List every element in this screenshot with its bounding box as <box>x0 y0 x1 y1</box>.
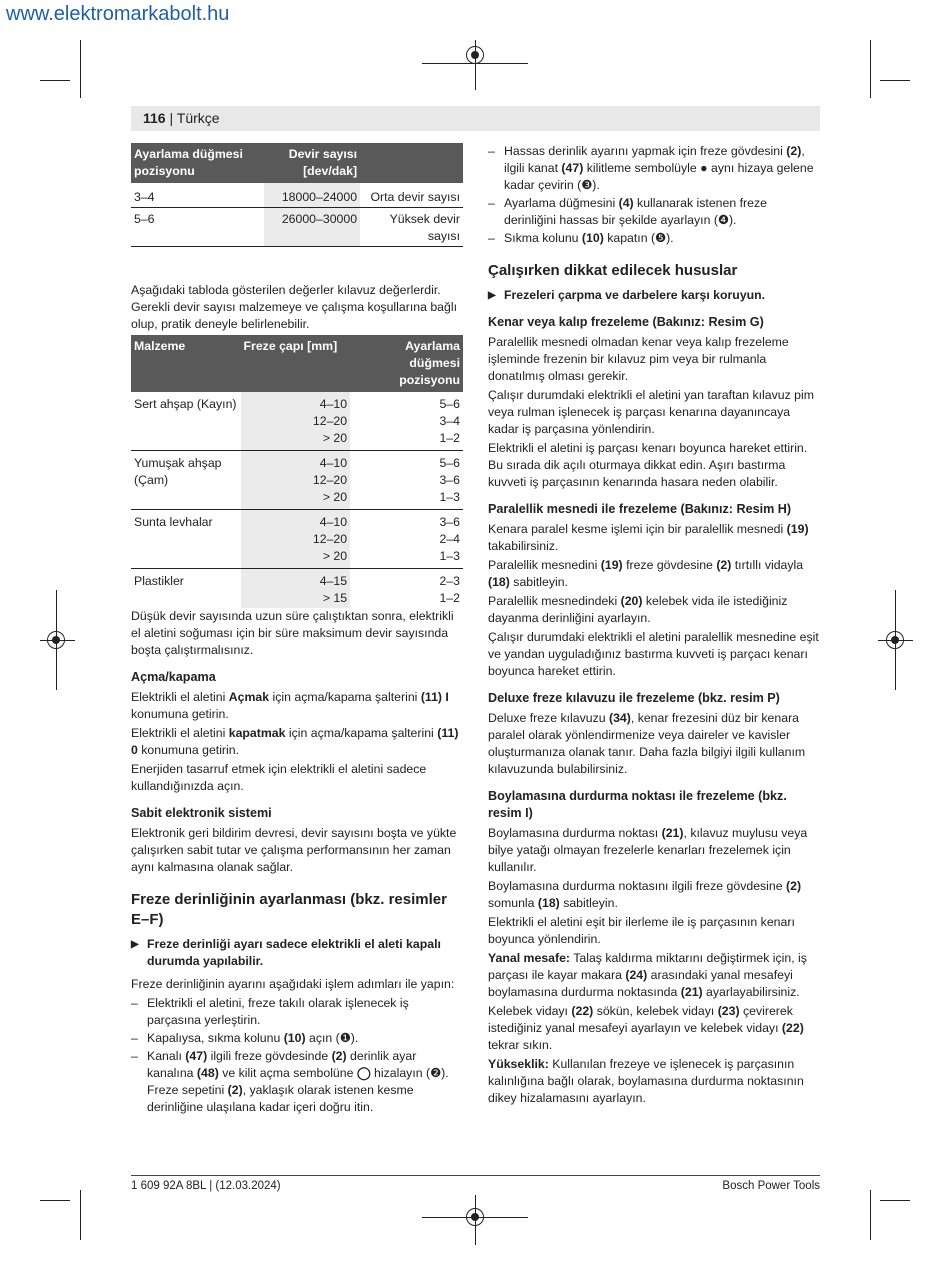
list-item: – Sıkma kolunu (10) kapatın (❺). <box>488 230 820 247</box>
stop-heading: Boylamasına durdurma noktası ile frezeleme (bkz. resim I) <box>488 789 787 820</box>
table-cell: 3–4 <box>131 183 264 208</box>
table-cell: Yumuşak ahşap (Çam) <box>131 451 241 510</box>
low-speed-paragraph: Düşük devir sayısında uzun süre çalıştıktan sonra, elektrikli el aletini soğuması için bir süre maksimum devir sayısında boşta çalıştırmalısınız. <box>131 609 454 657</box>
intro-paragraph: Aşağıdaki tabloda gösterilen değerler kılavuz değerlerdir. Gerekli devir sayısı malzemeye ve çalışma koşullarına bağlı olup, pratik deneyle belirlenebilir. <box>131 283 457 331</box>
brand-name: Bosch Power Tools <box>722 1180 820 1192</box>
paragraph: Elektrikli el aletini eşit bir ilerleme ile iş parçasının kenarı boyunca yönlendirin. <box>488 915 795 946</box>
table-cell: 4–10 12–20 > 20 <box>241 510 351 569</box>
table-cell: 4–15 > 15 <box>241 569 351 609</box>
right-column <box>488 143 820 1109</box>
registration-mark-icon <box>886 631 904 649</box>
switch-on-paragraph: Elektrikli el aletini Açmak için açma/kapama şalterini (11) I konumuna getirin. <box>131 690 449 721</box>
list-item: – Ayarlama düğmesini (4) kullanarak istenen freze derinliğini hassas bir şekilde ayarlayın (❹). <box>488 195 820 229</box>
paragraph: Paralellik mesnedini (19) freze gövdesine (2) tırtıllı vidayla (18) sabitleyin. <box>488 558 804 589</box>
page-footer <box>131 1175 820 1192</box>
table-cell: Sert ahşap (Kayın) <box>131 392 241 451</box>
table-cell: 4–10 12–20 > 20 <box>241 451 351 510</box>
table-header: Freze çapı [mm] <box>241 335 351 392</box>
electronics-heading: Sabit elektronik sistemi <box>131 806 272 820</box>
page-header: 116 | Türkçe <box>131 106 820 131</box>
crop-mark <box>80 40 81 98</box>
paragraph: Boylamasına durdurma noktası (21), kılavuz muylusu veya bilye yatağı olmayan frezelerle kenarları frezelemek için kullanılır. <box>488 826 808 874</box>
left-column-body <box>131 282 463 1117</box>
paragraph: Paralellik mesnedi olmadan kenar veya kalıp frezeleme işleminde frezenin bir kılavuz pim veya bir rulmanla donatılmış olması gerekir. <box>488 335 789 383</box>
page-number: 116 <box>143 110 166 126</box>
table-cell: 3–6 2–4 1–3 <box>350 510 463 569</box>
energy-paragraph: Enerjiden tasarruf etmek için elektrikli el aletini sadece kullandığınızda açın. <box>131 762 427 793</box>
list-item: – Kapalıysa, sıkma kolunu (10) açın (❶). <box>131 1030 463 1047</box>
list-item: – Kanalı (47) ilgili freze gövdesinde (2) derinlik ayar kanalına (48) ve kilit açma sembolüne ◯ hizalayın (❷). Freze sepetini (2), yaklaşık olarak istenen kesme derinliğine ulaşılana kadar içeri doğru itin. <box>131 1048 463 1116</box>
unlock-icon: ◯ <box>356 1066 371 1080</box>
paragraph: Paralellik mesnedindeki (20) kelebek vida ile istediğiniz dayanma derinliğini ayarlayın. <box>488 594 788 625</box>
crop-mark <box>40 1200 70 1201</box>
table-cell: 4–10 12–20 > 20 <box>241 392 351 451</box>
crop-mark <box>870 40 871 98</box>
crop-mark <box>80 1190 81 1240</box>
table-header: Malzeme <box>131 335 241 392</box>
depth-heading: Freze derinliğinin ayarlanması (bkz. resimler E–F) <box>131 891 447 928</box>
crop-mark <box>40 80 70 81</box>
table-cell: 5–6 <box>131 208 264 247</box>
paragraph: Çalışır durumdaki elektrikli el aletini paralellik mesnedine eşit ve yandan uyguladığınız bastırma kuvveti iş parçacı kenarı boyunca hareket ettirin. <box>488 630 819 678</box>
table-header: Ayarlama düğmesi pozisyonu <box>350 335 463 392</box>
list-item: – Hassas derinlik ayarını yapmak için freze gövdesini (2), ilgili kanat (47) kilitleme sembolüyle ● aynı hizaya gelene kadar çevirin (❸). <box>488 143 820 194</box>
left-column <box>131 143 463 247</box>
paragraph: Deluxe freze kılavuzu (34), kenar frezesini düz bir kenara paralel olarak yönlendirmenize veya daireler ve kavisler oluşturmanıza olanak tanır. Daha fazla bilgiyi ilgili kullanım kılavuzunda bulabilirsiniz. <box>488 711 806 776</box>
deluxe-heading: Deluxe freze kılavuzu ile frezeleme (bkz. resim P) <box>488 691 780 705</box>
registration-mark-icon <box>466 1208 484 1226</box>
paragraph: Çalışır durumdaki elektrikli el aletini yan taraftan kılavuz pim veya rulman işlenecek iş parçası kenarına dayanıncaya kadar iş parçasına yönlendirin. <box>488 388 814 436</box>
paragraph: Kenara paralel kesme işlemi için bir paralellik mesnedi (19) takabilirsiniz. <box>488 522 809 553</box>
table-header: Ayarlama düğmesi pozisyonu <box>131 143 264 183</box>
table-cell: Orta devir sayısı <box>360 183 463 208</box>
paragraph: Yanal mesafe: Talaş kaldırma miktarını değiştirmek için, iş parçası ile kayar makara (24) arasındaki yanal mesafeyi boylamasına durdurma noktasında (21) ayarlayabilirsiniz. <box>488 951 807 999</box>
page-language: Türkçe <box>176 110 220 126</box>
material-table <box>131 335 463 608</box>
table-cell: 26000–30000 <box>264 208 360 247</box>
switch-off-paragraph: Elektrikli el aletini kapatmak için açma/kapama şalterini (11) 0 konumuna getirin. <box>131 726 459 757</box>
list-item: – Elektrikli el aletini, freze takılı olarak işlenecek iş parçasına yerleştirin. <box>131 995 463 1029</box>
onoff-heading: Açma/kapama <box>131 670 216 684</box>
table-cell: Yüksek devir sayısı <box>360 208 463 247</box>
crop-mark <box>880 1200 910 1201</box>
table-cell: Plastikler <box>134 574 184 588</box>
table-cell: 2–3 1–2 <box>439 574 460 605</box>
care-heading: Çalışırken dikkat edilecek hususlar <box>488 262 738 279</box>
parallel-heading: Paralellik mesnedi ile frezeleme (Bakınız: Resim H) <box>488 502 792 516</box>
depth-warning: ▶ Freze derinliği ayarı sadece elektrikli el aleti kapalı durumda yapılabilir. <box>131 936 463 970</box>
paragraph: Boylamasına durdurma noktasını ilgili freze gövdesine (2) somunla (18) sabitleyin. <box>488 879 802 910</box>
table-header <box>360 143 463 183</box>
steps-intro: Freze derinliğinin ayarını aşağıdaki işlem adımları ile yapın: <box>131 977 455 991</box>
paragraph: Yükseklik: Kullanılan frezeye ve işlenecek iş parçasının kalınlığına bağlı olarak, boylamasına durdurma noktasının dikey hizalamasını ayarlayın. <box>488 1057 804 1105</box>
paragraph: Kelebek vidayı (22) sökün, kelebek vidayı (23) çevirerek istediğiniz yanal mesafeyi ayarlayın ve kelebek vidayı (22) tekrar sıkın. <box>488 1004 804 1052</box>
care-warning: ▶ Frezeleri çarpma ve darbelere karşı koruyun. <box>488 287 820 304</box>
table-cell: 5–6 3–4 1–2 <box>350 392 463 451</box>
table-cell: Sunta levhalar <box>131 510 241 569</box>
paragraph: Elektrikli el aletini iş parçası kenarı boyunca hareket ettirin. Bu sırada dik açılı oturmaya dikkat edin. Aşırı bastırma kuvveti iş parçasının kenarında hasara neden olabilir. <box>488 441 808 489</box>
site-url[interactable]: www.elektromarkabolt.hu <box>6 3 230 25</box>
lock-icon: ● <box>700 161 708 175</box>
speed-table <box>131 143 463 247</box>
registration-mark-icon <box>466 46 484 64</box>
table-cell: 5–6 3–6 1–3 <box>350 451 463 510</box>
document-number: 1 609 92A 8BL | (12.03.2024) <box>131 1180 281 1192</box>
table-cell: 18000–24000 <box>264 183 360 208</box>
electronics-paragraph: Elektronik geri bildirim devresi, devir sayısını boşta ve yükte çalışırken sabit tutar ve çalışma performansının her zaman aynı kalmasına olanak sağlar. <box>131 826 457 874</box>
registration-mark-icon <box>47 631 65 649</box>
table-header: Devir sayısı [dev/dak] <box>264 143 360 183</box>
edge-heading: Kenar veya kalıp frezeleme (Bakınız: Resim G) <box>488 315 764 329</box>
crop-mark <box>880 80 910 81</box>
crop-mark <box>870 1190 871 1240</box>
